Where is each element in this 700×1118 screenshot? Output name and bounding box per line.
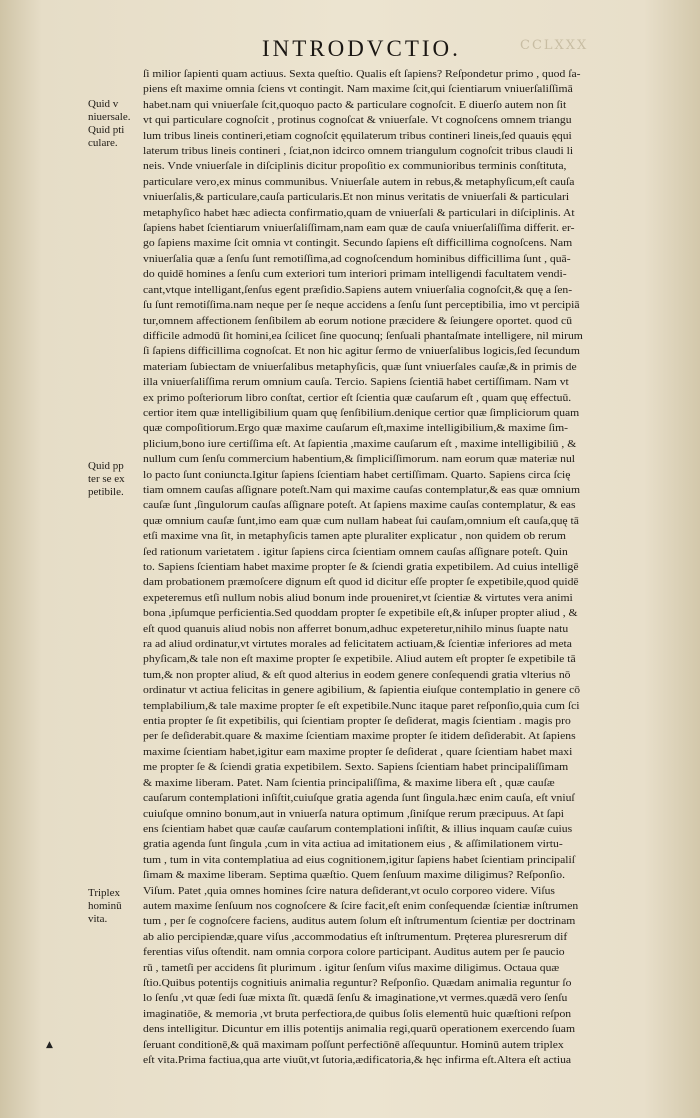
text-line: lo ſenſu ,vt quæ ſedi ſuæ mixta ſīt. quædā ſenſu & imaginatione,vt vermes.quædā vero ſenſu <box>143 993 568 1005</box>
text-line: nullum cum ſenſu commercium habentium,& ſimpliciſſimorum. nam eorum quæ materiæ nul <box>143 454 576 466</box>
text-line: cuiuſque omnino bonum,aut in vniuerſa natura optimum ,ſiniſque rerum præcipuus. At ſapi <box>143 808 565 820</box>
text-line: ſi ſapiens difficillima cognoſcat. Et non hic agitur ſermo de vniuerſalibus logicis,ſed ſecundum <box>143 346 580 358</box>
margin-note-line: Triplex <box>88 887 120 899</box>
text-line: tur,omnem affectionem ſenſibilem ab eorum notione præcidere & ſeiungere oportet. quod cū <box>143 315 573 327</box>
text-line: ferentias viſus oſtendit. nam omnia corpora colore participant. Auditus autem per ſe paucio <box>143 947 565 959</box>
margin-note-line: niuersale. <box>88 111 131 123</box>
text-line: ſi milior ſapienti quam actiuus. Sexta queſtio. Qualis eſt ſapiens? Reſpondetur primo , quod ſa- <box>143 69 581 80</box>
margin-note-line: petibile. <box>88 486 124 498</box>
running-head: INTRODVCTIO. <box>262 36 461 61</box>
text-line: cauſarum contemplationi inſiſtit,cuiuſque gratia agenda ſunt ſingula.hæc enim cauſa, eſt vniuſ <box>143 793 575 805</box>
margin-note-line: ter se ex <box>88 473 125 485</box>
text-line: entia propter ſe ſit expetibilis, qui ſcientiam propter ſe deſiderat, magis ſcientiam . magis pro <box>143 716 571 728</box>
text-line: phyſicam,& tale non eſt maxime propter ſe expetibile. Aliud autem eſt propter ſe expetibile tā <box>143 654 576 666</box>
text-line: me propter ſe & ſciendi gratia expetibilem. Sexto. Sapiens ſcientiam habet principaliſſimam <box>143 762 569 774</box>
text-line: ſtio.Quibus potentijs cognitiuis animalia reguntur? Reſponſio. Quædam animalia reguntur ſo <box>143 977 572 989</box>
main-text-column <box>143 67 668 1068</box>
text-line: do quidē homines a ſenſu cum exteriori tum interiori primam intelligendi facultatem vendi- <box>143 269 567 281</box>
bleed-through-folio: CCLXXX <box>520 38 589 53</box>
text-line: tum , per ſe cognoſcere faciens, auditus autem ſolum eſt inſtrumentum ſcientiæ per doctrinam <box>143 916 576 928</box>
text-line: difficile admodū ſit homini,ea ſcilicet ſine quocunq; ſenſuali phantaſmate intelligere, nil mirum <box>143 330 583 342</box>
text-line: dam probationem præmoſcere dignum eſt quod id dicitur eſſe propter ſe expetibile,quod quidē <box>143 577 579 589</box>
text-line: habet.nam qui vniuerſale ſcit,quoquo pacto & particulare cognoſcit. E diuerſo autem non ſit <box>143 99 567 111</box>
text-line: plicium,bono iure certiſſima eſt. At ſapientia ,maxime cauſarum eſt , maxime intelligibiliū , & <box>143 438 577 450</box>
text-line: vniuerſalia quæ a ſenſu ſunt remotiſſima,ad cognoſcendum hominibus difficillima ſunt , quā- <box>143 253 571 265</box>
text-line: materiam ſubiectam de vniuerſalibus metaphyſicis, quæ ſunt vniuerſales cauſæ,& in primis de <box>143 361 577 373</box>
text-line: dens intelligitur. Dicuntur em illis potentijs animalia regi,quarū operationem exercendo ſuam <box>143 1024 576 1036</box>
text-line: vniuerſalis,& particulare,cauſa particularis.Et non minus veritatis de vniuerſali & particulari <box>143 192 570 204</box>
text-line: ex primo poſteriorum libro conſtat, certior eſt ſcientia quæ cauſarum eſt , quam quę effectuū. <box>143 392 572 404</box>
margin-note-line: vita. <box>88 913 108 925</box>
text-line: vt qui particulare cognoſcit , protinus cognoſcat & vniuerſale. Vt cognoſcens omnem triangu <box>143 115 572 127</box>
text-line: ſeruant conditionē,& quā maximam poſſunt perfectiōnē aſſequuntur. Hominū autem triplex <box>143 1039 564 1051</box>
text-line: per ſe deſiderabit.quare & maxime ſcientiam maxime propter ſe itidem deſiderabit. At ſapiens <box>143 731 576 743</box>
text-line: tiam omnem cauſas aſſignare poteſt.Nam qui maxime cauſas contemplatur,& eas quæ omnium <box>143 484 581 496</box>
text-line: quæ compoſitiorum.Ergo quæ maxime cauſarum eſt,maxime intelligibilium,& maxime ſim- <box>143 423 569 435</box>
text-line: laterum tribus lineis contineri , ſciat,non idcirco omnem triangulum cognoſcit tribus claudi li <box>143 146 574 158</box>
text-line: lo pacto ſunt coniuncta.Igitur ſapiens ſcientiam habet certiſſimam. Quarto. Sapiens circa ſcię <box>143 469 571 481</box>
text-line: cant,vtque intelligant,ſenſus egent præſidio.Sapiens autem vniuerſalia cognoſcit,& quę a ſen- <box>143 284 573 296</box>
text-line: illa vniuerſaliſſima rerum omnium cauſa. Tercio. Sapiens ſcientiā habet certiſſimam. Nam vt <box>143 377 569 389</box>
ink-mark-icon: ▲ <box>46 1040 53 1050</box>
text-line: ab alio percipiendæ,quare viſus ,accommodatius eſt inſtrumentum. Pręterea pluresrerum dif <box>143 931 568 943</box>
text-line: eſt vita.Prima factiua,qua arte viuūt,vt ſutoria,ædificatoria,& hęc infirma eſt.Altera eſt actiua <box>143 1055 572 1066</box>
text-line: tum , tum in vita contemplatiua ad eius cognitionem,igitur ſapiens habet ſcientiam principaliſ <box>143 854 576 866</box>
margin-note-triplex-vita <box>88 887 122 926</box>
text-line: go ſapiens maxime ſcit omnia vt contingit. Secundo ſapiens eſt difficillima cognoſcens. Nam <box>143 238 573 250</box>
margin-note-expetibile <box>88 460 125 499</box>
text-line: eſt quod quanuis aliud nobis non afferret bonum,adhuc expeteretur,nihilo minus ſuapte natu <box>143 623 569 635</box>
text-line: imaginatiōe, & memoria ,vt bruta perfectiora,de quibus ſolis elementū huic quæſtioni reſpon <box>143 1008 572 1020</box>
text-line: ordinatur vt actiua felicitas in genere agibilium, & ſapientia eiuſque contemplatio in genere cō <box>143 685 581 697</box>
text-line: autem maxime ſenſuum nos cognoſcere & ſcire facit,eſt enim conſequendæ ſcientiæ inſtrumen <box>143 900 579 912</box>
text-line: certior item quæ intelligibilium quam quę ſenſibilium.denique certior quæ ſimpliciorum quam <box>143 407 580 419</box>
text-line: expeteremus etſi nullum nobis aliud bonum inde proueniret,vt ſcientiæ & virtutes vera animi <box>143 592 573 604</box>
text-line: ſapiens habet ſcientiarum vniuerſaliſſimam,nam eam quæ de cauſa vniuerſaliſſima differit. er- <box>143 223 575 235</box>
text-line: ſu ſunt remotiſſima.nam neque per ſe neque accidens a ſenſu ſunt perceptibilia, imo vt percipiā <box>143 300 580 312</box>
text-line: templabilium,& tale maxime propter ſe eſt expetibile.Nunc itaque paret reſponſio,quia cum ſci <box>143 700 580 712</box>
text-line: ra ad aliud ordinatur,vt virtutes morales ad felicitatem actiuam,& ſcientiæ inferiores ad meta <box>143 639 572 651</box>
margin-note-line: Quid v <box>88 98 119 110</box>
text-line: to. Sapiens ſcientiam habet maxime propter ſe & ſciendi gratia expetibilem. Ad cuius intelligē <box>143 562 579 573</box>
text-line: gratia agenda ſunt ſingula ,cum in vita actiua ad imitationem eius , & aſſimilationem virtu- <box>143 839 563 851</box>
text-line: ens ſcientiam habet quæ cauſæ cauſarum contemplationi inſiſtit, & illius inquam cauſæ cuius <box>143 823 573 835</box>
text-line: ſimam & maxime liberam. Septima quæſtio. Quem ſenſuum maxime diligimus? Reſponſio. <box>143 870 566 882</box>
text-line: & maxime liberam. Patet. Nam ſcientia principaliſſima, & maxime libera eſt , quæ cauſæ <box>143 777 555 789</box>
margin-note-line: Quid pp <box>88 460 124 472</box>
text-line: metaphyſico habet hæc adiecta confirmatio,quam de vniuerſali & particulari in diſciplinis. At <box>143 207 575 219</box>
text-line: etſi maxime vna ſit, in metaphyſicis tamen apte pluraliter explicatur , non quidem ob rerum <box>143 531 566 543</box>
text-line: Viſum. Patet ,quia omnes homines ſcire natura deſiderant,vt oculo corporeo videre. Viſus <box>143 885 555 897</box>
text-line: maxime ſcientiam habet,igitur eam maxime propter ſe deſiderat , quare ſcientiam habet maxi <box>143 746 573 758</box>
margin-note-line: hominū <box>88 900 122 912</box>
text-line: particulare vero,ex minus communibus. Vniuerſale autem in rebus,& metaphyſicum,eſt cauſa <box>143 176 575 188</box>
text-line: neis. Vnde vniuerſale in diſciplinis dicitur propoſitio ex communioribus terminis conſtituta, <box>143 161 567 173</box>
text-line: quæ omnium cauſæ ſunt,imo eam quæ cum nullam habeat ſui cauſam,omnium eſt cauſa,quę tā <box>143 515 579 527</box>
text-line: lum tribus lineis contineri,etiam cognoſcit ęquilaterum tribus contineri lineis,ſed quauis ęqui <box>143 130 572 142</box>
text-line: rū , tametſi per accidens ſit plurimum . igitur ſenſum viſus maxime diligimus. Octaua quæ <box>143 962 560 974</box>
margin-note-line: culare. <box>88 137 118 149</box>
margin-note-line: Quid pti <box>88 124 125 136</box>
text-line: piens eſt maxime omnia ſciens vt contingit. Nam maxime ſcit,qui ſcientiarum vniuerſaliſſimā <box>143 84 573 96</box>
text-line: cauſæ ſunt ,ſingulorum cauſas aſſignare poteſt. At ſapiens maxime cauſas contemplatur, & eas <box>143 500 576 512</box>
margin-note-universal <box>88 98 130 150</box>
text-line: tum,& non propter aliud, & eſt quod alterius in eodem genere conſequendi gratia vlterius nō <box>143 669 571 681</box>
text-line: bona ,ipſumque perficientia.Sed quoddam propter ſe expetibile eſt,& inſuper propter aliud , & <box>143 608 578 620</box>
text-line: ſed rationum varietatem . igitur ſapiens circa ſcientiam omnem cauſas aſſignare poteſt. Quin <box>143 546 568 558</box>
